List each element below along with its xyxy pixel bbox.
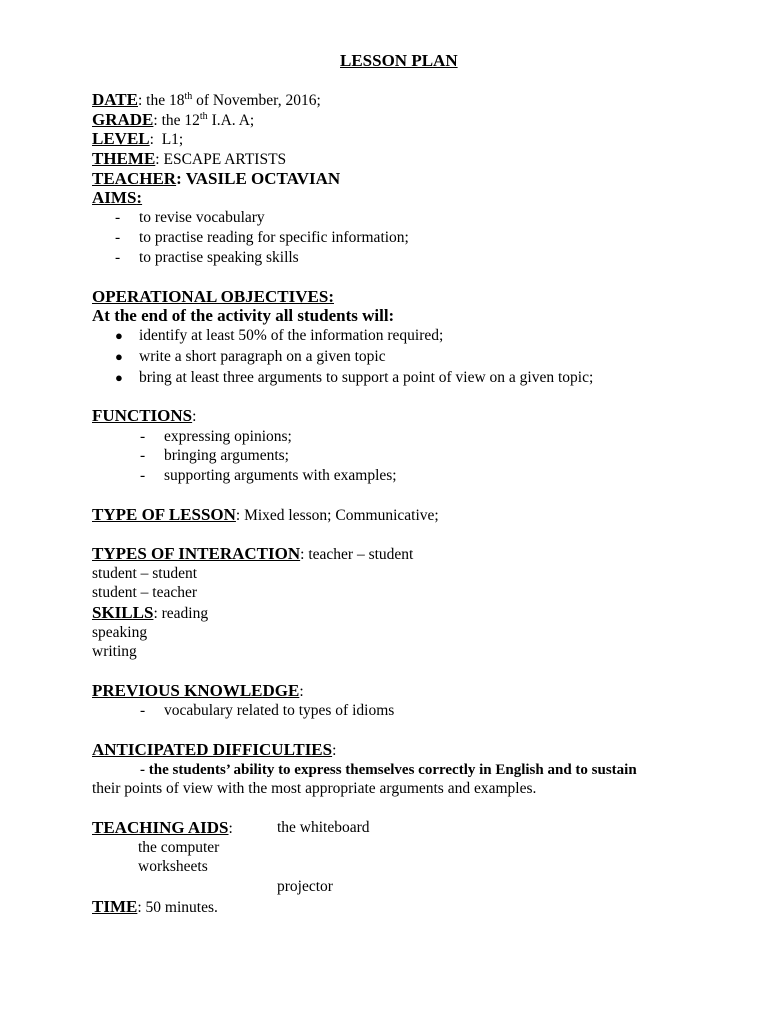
- bullet-icon: ●: [115, 349, 123, 364]
- difficulties-heading: ANTICIPATED DIFFICULTIES:: [92, 740, 337, 759]
- date-value-pre: the 18: [146, 92, 185, 109]
- time-line: TIME: 50 minutes.: [92, 897, 218, 916]
- grade-value-sup: th: [199, 111, 208, 122]
- aims-item: - to practise reading for specific information;: [115, 229, 409, 246]
- teaching-aid-computer: the computer: [138, 839, 220, 856]
- objectives-heading: OPERATIONAL OBJECTIVES:: [92, 287, 334, 306]
- teaching-aid-whiteboard: the whiteboard: [277, 819, 370, 836]
- date-value-post: of November, 2016;: [192, 92, 321, 109]
- skills-item: speaking: [92, 624, 148, 641]
- interaction-item: student – teacher: [92, 584, 198, 601]
- lesson-type-label: TYPE OF LESSON: [92, 505, 236, 524]
- function-item: - supporting arguments with examples;: [140, 467, 397, 484]
- aims-item: - to practise speaking skills: [115, 249, 299, 266]
- aims-item: - to revise vocabulary: [115, 209, 265, 226]
- page-title: LESSON PLAN: [340, 51, 458, 70]
- date-value-sup: th: [184, 91, 193, 102]
- skills-item: writing: [92, 643, 137, 660]
- grade-label: GRADE: [92, 110, 154, 129]
- grade-value-post: I.A. A;: [207, 112, 255, 129]
- objectives-subheading: At the end of the activity all students will:: [92, 306, 395, 325]
- previous-knowledge-item: - vocabulary related to types of idioms: [140, 702, 395, 719]
- interaction-label: TYPES OF INTERACTION: [92, 544, 301, 563]
- bullet-icon: ●: [115, 370, 123, 385]
- skills-line: SKILLS: reading: [92, 603, 209, 622]
- aims-heading: AIMS:: [92, 188, 143, 207]
- skills-value: reading: [161, 605, 209, 622]
- teaching-aids-label: TEACHING AIDS: [92, 818, 229, 837]
- grade-line: GRADE: the 12th I.A. A;: [92, 110, 255, 129]
- teacher-line: TEACHER: VASILE OCTAVIAN: [92, 169, 341, 188]
- teacher-label: TEACHER: [92, 169, 177, 188]
- theme-value: ESCAPE ARTISTS: [163, 151, 287, 168]
- lesson-type-value: Mixed lesson; Communicative;: [244, 507, 439, 524]
- bullet-icon: ●: [115, 328, 123, 343]
- difficulties-line-1: - the students’ ability to express themselves correctly in English and to sustain: [140, 762, 637, 778]
- grade-value-pre: the 12: [161, 112, 200, 129]
- interaction-line: TYPES OF INTERACTION: teacher – student: [92, 544, 414, 563]
- time-value: 50 minutes.: [145, 899, 218, 916]
- difficulties-label: ANTICIPATED DIFFICULTIES: [92, 740, 333, 759]
- objective-item: ● write a short paragraph on a given topic: [115, 348, 386, 365]
- functions-heading: FUNCTIONS:: [92, 406, 197, 425]
- lesson-type-line: TYPE OF LESSON: Mixed lesson; Communicative;: [92, 505, 439, 524]
- skills-label: SKILLS: [92, 603, 154, 622]
- level-value: L1;: [161, 131, 184, 148]
- date-label: DATE: [92, 90, 138, 109]
- objective-item: ● bring at least three arguments to support a point of view on a given topic;: [115, 369, 594, 386]
- previous-knowledge-label: PREVIOUS KNOWLEDGE: [92, 681, 300, 700]
- aims-label: AIMS: [92, 188, 137, 207]
- level-line: LEVEL: L1;: [92, 129, 184, 148]
- theme-line: THEME: ESCAPE ARTISTS: [92, 149, 287, 168]
- teaching-aids-line: TEACHING AIDS:: [92, 818, 233, 837]
- date-line: DATE: the 18th of November, 2016;: [92, 90, 321, 109]
- theme-label: THEME: [92, 149, 156, 168]
- functions-label: FUNCTIONS: [92, 406, 193, 425]
- function-item: - expressing opinions;: [140, 428, 292, 445]
- interaction-item: student – student: [92, 565, 198, 582]
- teacher-value: VASILE OCTAVIAN: [185, 169, 341, 188]
- teaching-aid-worksheets: worksheets: [138, 858, 208, 875]
- objective-item: ● identify at least 50% of the information required;: [115, 327, 444, 344]
- level-label: LEVEL: [92, 129, 150, 148]
- teaching-aid-projector: projector: [277, 878, 333, 895]
- function-item: - bringing arguments;: [140, 447, 289, 464]
- difficulties-line-2: their points of view with the most appropriate arguments and examples.: [92, 780, 537, 797]
- time-label: TIME: [92, 897, 138, 916]
- previous-knowledge-heading: PREVIOUS KNOWLEDGE:: [92, 681, 304, 700]
- interaction-value: teacher – student: [308, 546, 414, 563]
